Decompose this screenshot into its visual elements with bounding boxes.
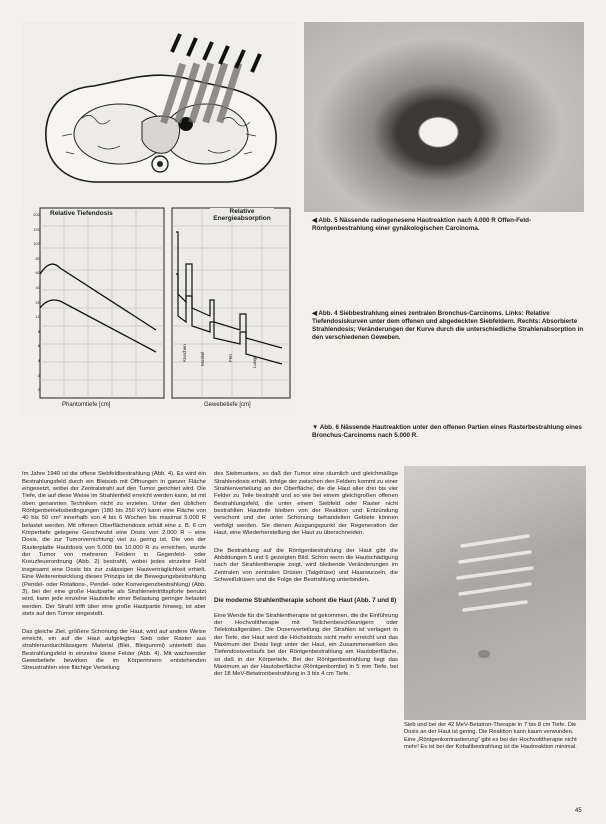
left-plot-xlabel: Phantomtiefe [cm] — [62, 402, 111, 408]
cross-section-illustration — [22, 22, 296, 202]
ytick: 150 — [33, 226, 40, 232]
section-heading: Die moderne Strahlentherapie schont die Haut (Abb. 7 und 8) — [214, 596, 397, 604]
ytick: 0 — [37, 387, 40, 393]
paragraph: Im Jahre 1940 ist die offene Siebfeldbestrahlung (Abb. 4). Es wird ein Bestrahlungsfeld durch ein Bleisieb mit Öffnungen in ganzer Fläche eingesetzt, wobei der Zentralstrahl auf den Tumor gerichtet wird. Die Tiefe, die auf diese Weise im Strahlenfeld erreicht werden kann, ist mit oben genannten Techniken nicht zu erzielen. Unter den üblichen Röntgenbetriebsbedingungen (180 bis 250 kV) kann eine Fläche von 40 bis 50 cm² innerhalb von 4 bis 6 Wochen bis maximal 5.000 R belastet werden. Mit offenen Oberflächendosis erhält eine z. B. 6 cm Körpertiefe gelegene Geschwulst eine Dosis von 2.000 R – eine Dosis, die zur Tumorvernichtung viel zu gering ist. Die von der Rasterplatte Hautdosis von 5.000 bis 10.000 R zu erreichen, wurde der Tumor von mehreren Feldern in Gegenfeld- oder Kreuzfeuerordnung (Abb. 2) bestrahlt, wobei jedes einzelne Feld insgesamt eine Dosis bis zur zulässigen Hautverträglichkeit erhielt. Eine Weiterentwicklung dieses Prinzips ist die Bewegungsbestrahlung (Pendel- oder Rotations-, Pendel- oder Konvergenzbestrahlung) (Abb. 3), bei der eine große Hautpartie als Strahleneintrittspforte benutzt wird, kann jede einzelne Hautstelle einer Belastung geringer belastet werden. Der Strahl trifft über eine große Hautpartie hinweg, ist aber stets auf den Tumor eingestellt. — [22, 471, 206, 617]
paragraph: Eine Wende für die Strahlentherapie ist gekommen, die die Einführung der Hochvolttherapie mit Teilchenbeschleunigern oder Telekobaltgeräten. Die Dosenverteilung der Strahlen ist verlagert in der Tiefe, der Haut wird die Höchstdosis nicht mehr erreicht und das Maximum der Dosis liegt unter der Haut, ein Zusammenwirken des Tiefendosisverlaufs bei der Röntgenbestrahlung am Hautoberfläche, so daß in der Körpertiefe. Bei der Röntgenbestrahlung liegt das Maximum an der Hautoberfläche (Röntgenbombe) in 5 mm Tiefe, bei der 18 MeV-Betatronbestrahlung in 3 bis 4 cm Tiefe. — [214, 612, 398, 678]
ytick: 60 — [35, 270, 40, 276]
paragraph: Die Bestrahlung auf die Röntgenbestrahlung der Haut gibt die Abbildungen 5 und 6 gezeigten Bild. Schon wenn die Hautschädigung nach der Strahlentherapie zeigt, wird bleibende Veränderungen im Zentralen von zentralen Drüsen (Talgdrüse) und Haarwurzeln, die Schweißdrüsen und die Folge der Bestrahlung unterbinden. — [214, 547, 398, 584]
ytick: 6 — [37, 343, 40, 349]
caption-abb4: ◀ Abb. 4 Siebbestrahlung eines zentralen Bronchus-Carcinoms. Links: Relative Tiefendosiskurven unter dem offenen und abgedeckten Siebfeldern. Rechts: Absorbierte Strahlendosis; Veränderungen der Kurve durch die unterschiedliche Strahlenabsorption in den verschiedenen Geweben. — [312, 310, 584, 341]
tissue-label-knochen: Knochen — [182, 344, 187, 362]
photo-abb7 — [404, 466, 586, 720]
ytick: 80 — [35, 255, 40, 261]
right-plot-xlabel: Gewebetiefe [cm] — [204, 402, 251, 408]
ytick: 20 — [35, 299, 40, 305]
caption-abb7: Sieb und bei der 42 MeV-Betatron-Therapie in 7 bis 8 cm Tiefe. Die Dosis an der Haut ist gering. Die Reaktion kann kaum verwunden. Eine „Röntgenkontrastierung“ gibt es bei der Hochvolttherapie nicht mehr! Es ist bei der Kobaltbestrahlung ist die Hautreaktion minimal. — [404, 722, 577, 750]
ytick: 200 — [33, 212, 40, 217]
paragraph: des Siebmusters, so daß der Tumor eine räumlich und gleichmäßige Strahlendosis erhält. Infolge der zwischen den Feldern kommt zu einer Strahlenverteilung an der Oberfläche, die die Haut aller drei bis vier Felder zu Teile bestrahlt und so wie bei einem gleichgroßen offenen Bestrahlungsfeld, die unter einem Siebfeld oder Raster nicht bestrahlten Hautteile bleiben von der Reaktion und Entzündung verschont und der unter Schonung behandelten Gebiete können verfolgt werden. Sie dienen Ausgangspunkt der Regeneration der Haut, eine Wiederherstellung der Haut zu überschneiden. — [214, 471, 398, 537]
yticks — [26, 208, 40, 398]
ytick: 4 — [37, 357, 40, 363]
tissue-label-muskel: Muskel — [200, 351, 205, 366]
ytick: 40 — [35, 284, 40, 290]
paragraph: Das gleiche Ziel, größere Schonung der Haut, wird auf andere Weise erreicht, ein auf die Haut aufgelegtes Sieb oder Raster aus strahlenundurchlässigem Material (Blei, Bleigummi) unterteilt das Bestrahlungsfeld in einzelne kleine Felder (Abb. 4). Mit wachsender Gewebetiefe bewirken die im Körperinnern entstehenden Streustrahlen eine flächige Verteilung — [22, 628, 206, 672]
depth-dose-plot — [26, 204, 168, 416]
grid-pattern — [404, 466, 586, 720]
caption-abb5: ◀ Abb. 5 Nässende radiogenesene Hautreaktion nach 4.000 R Offen-Feld-Röntgenbestrahlung einer gynäkologischen Carcinoma. — [312, 217, 532, 232]
ytick: 2 — [37, 372, 40, 378]
right-plot-title: Relative Energieabsorption — [210, 208, 274, 222]
page-number: 45 — [575, 808, 582, 814]
energy-absorption-plot — [170, 204, 294, 416]
ytick: 10 — [35, 314, 40, 320]
caption-abb6: ▼ Abb. 6 Nässende Hautreaktion unter den offenen Partien eines Rasterbestrahlung eines Bronchus-Carcinoms nach 5.000 R. — [312, 424, 582, 439]
figure-abb4 — [22, 22, 296, 416]
tissue-label-fett: Fett — [228, 354, 233, 362]
ytick: 100 — [33, 241, 40, 247]
tissue-label-lunge: Lunge — [252, 355, 257, 368]
left-plot-title: Relative Tiefendosis — [50, 210, 113, 217]
photo-abb5 — [304, 22, 584, 212]
ytick: 8 — [37, 328, 40, 334]
text-column-2 — [214, 464, 398, 816]
text-column-1 — [22, 464, 206, 816]
